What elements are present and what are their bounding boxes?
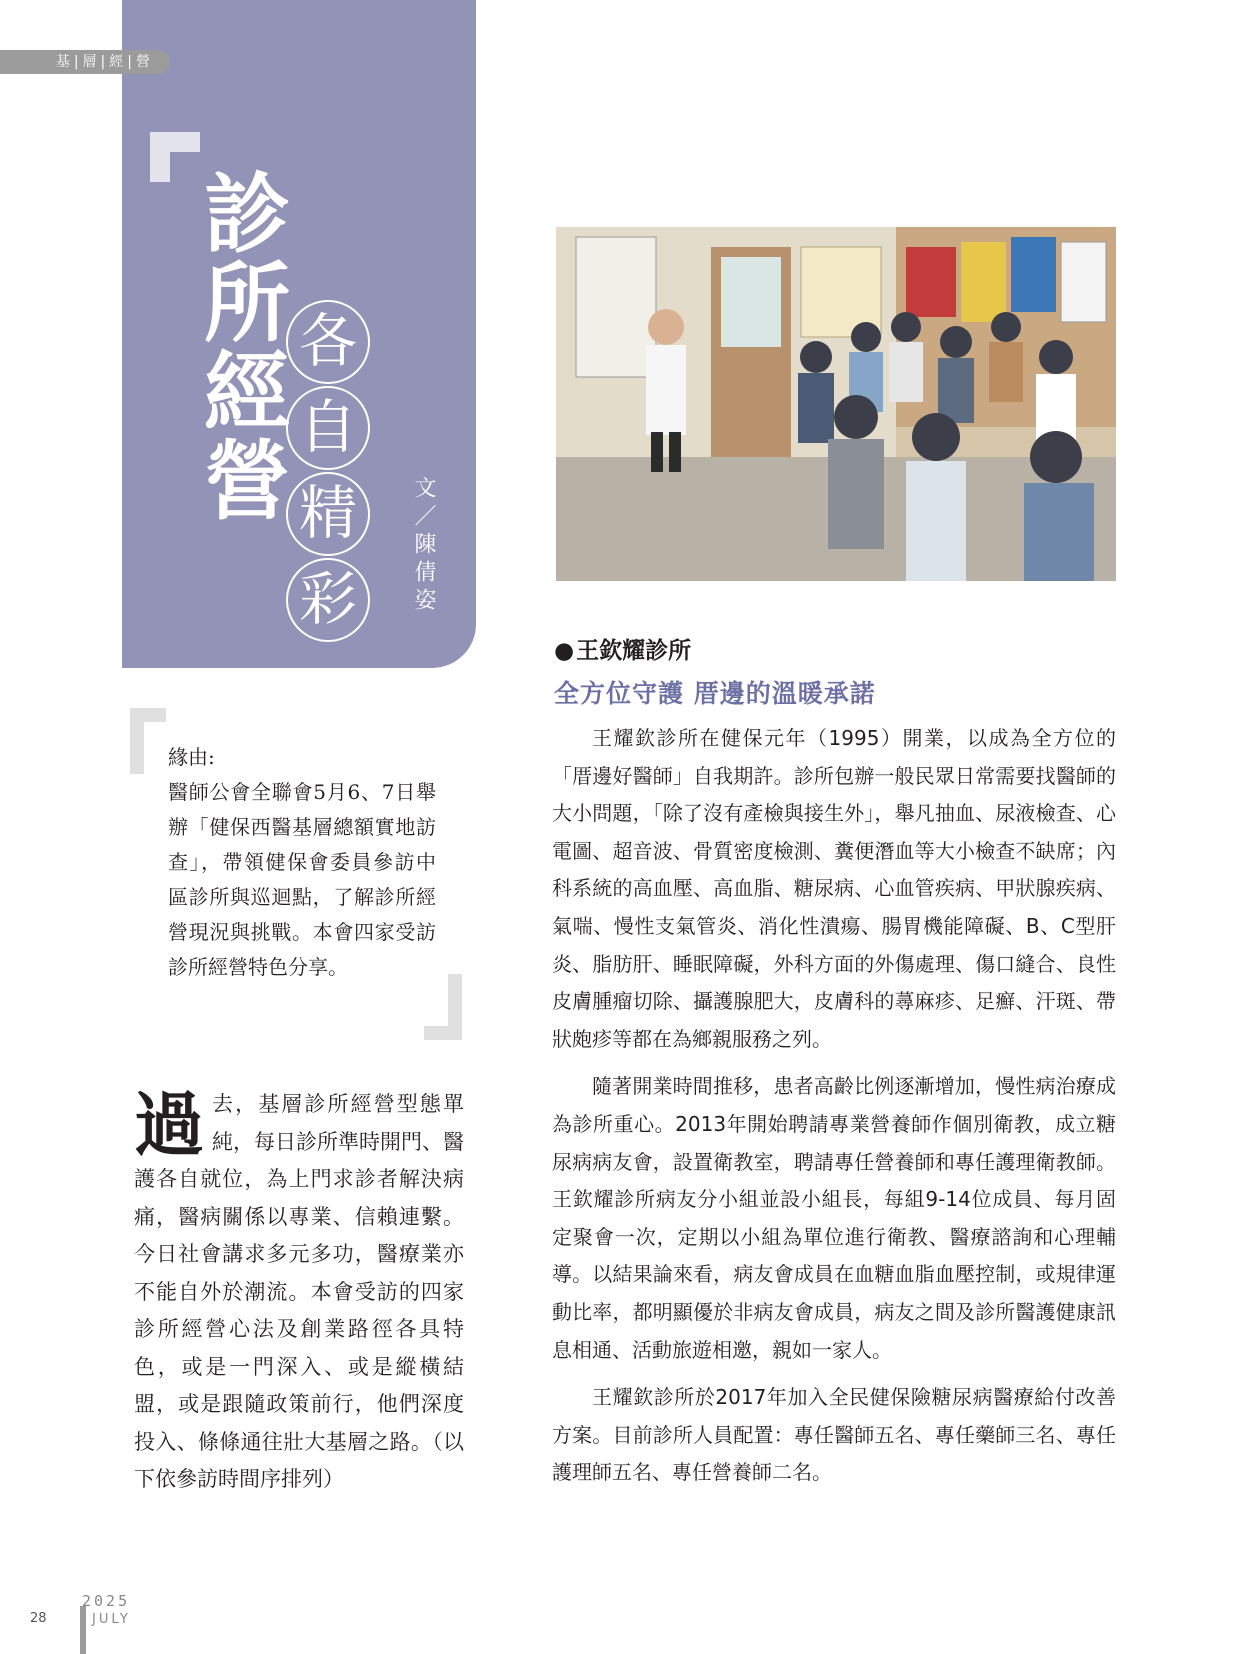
intro-label: 緣由:: [168, 745, 215, 769]
page-number: 28: [30, 1611, 47, 1626]
footer-month: JULY: [92, 1612, 131, 1627]
clinic-name: [554, 632, 691, 665]
main-title-char: 經: [204, 342, 290, 443]
sub-title: [286, 300, 372, 644]
footer-bar-decoration: [80, 1606, 86, 1654]
lead-paragraph: [134, 1083, 464, 1499]
article-paragraph: 王耀欽診所於2017年加入全民健保險糖尿病醫療給付改善方案。目前診所人員配置：專任醫師五名、專任藥師三名、專任護理師五名、專任營養師二名。: [552, 1385, 1116, 1485]
sub-title-char: 自: [286, 386, 370, 470]
bullet-dot-icon: ●: [554, 638, 575, 664]
section-tab: 基|層|經|營: [0, 50, 170, 74]
clinic-visit-photo-image: [556, 227, 1116, 581]
article-body: [552, 720, 1116, 1502]
main-title-char: 診: [204, 164, 290, 265]
sub-title-char: 各: [286, 300, 370, 384]
sub-title-char: 精: [286, 472, 370, 556]
clinic-name-text: 王欽耀診所: [576, 638, 692, 664]
drop-cap: 過: [134, 1083, 204, 1166]
intro-bracket-bottom-right: [424, 974, 462, 1040]
clinic-visit-photo: [556, 227, 1116, 581]
lead-text: 去，基層診所經營型態單純，每日診所準時開門、醫護各自就位，為上門求診者解決病痛，醫病關係以專業、信賴連繫。今日社會講求多元多功，醫療業亦不能自外於潮流。本會受訪的四家診所經營心法及創業路徑各具特色，或是一門深入、或是縱橫結盟，或是跟隨政策前行，他們深度投入、條條通往壯大基層之路。（以下依參訪時間序排列）: [134, 1092, 464, 1491]
article-paragraph: 王耀欽診所在健保元年（1995）開業，以成為全方位的「厝邊好醫師」自我期許。診所包辦一般民眾日常需要找醫師的大小問題，「除了沒有產檢與接生外」，舉凡抽血、尿液檢查、心電圖、超音波、骨質密度檢測、糞便潛血等大小檢查不缺席；內科系統的高血壓、高血脂、糖尿病、心血管疾病、甲狀腺疾病、氣喘、慢性支氣管炎、消化性潰瘍、腸胃機能障礙、B、C型肝炎、脂肪肝、睡眠障礙，外科方面的外傷處理、傷口縫合、良性皮膚腫瘤切除、攝護腺肥大，皮膚科的蕁麻疹、足癬、汗斑、帶狀皰疹等都在為鄉親服務之列。: [552, 726, 1116, 1051]
article-subhead: 全方位守護 厝邊的溫暖承諾: [554, 679, 876, 708]
intro-bracket-top-left: [130, 708, 166, 774]
main-title-char: 所: [204, 253, 290, 354]
byline: 文／陳倩姿: [411, 476, 436, 616]
article-paragraph: 隨著開業時間推移，患者高齡比例逐漸增加，慢性病治療成為診所重心。2013年開始聘請專業營養師作個別衛教，成立糖尿病病友會，設置衛教室，聘請專任營養師和專任護理衛教師。王欽耀診所病友分小組並設小組長，每組9-14位成員、每月固定聚會一次，定期以小組為單位進行衛教、醫療諮詢和心理輔導。以結果論來看，病友會成員在血糖血脂血壓控制，或規律運動比率，都明顯優於非病友會成員，病友之間及診所醫護健康訊息相通、活動旅遊相邀，親如一家人。: [552, 1074, 1116, 1362]
intro-box: [168, 740, 436, 985]
title-block: [122, 0, 476, 668]
main-title-char: 營: [204, 431, 290, 532]
sub-title-char: 彩: [286, 558, 370, 642]
intro-text: 醫師公會全聯會5月6、7日舉辦「健保西醫基層總額實地訪查」，帶領健保會委員參訪中區診所與巡迴點，了解診所經營現況與挑戰。本會四家受訪診所經營特色分享。: [168, 780, 436, 979]
footer-year: 2025: [82, 1592, 131, 1610]
